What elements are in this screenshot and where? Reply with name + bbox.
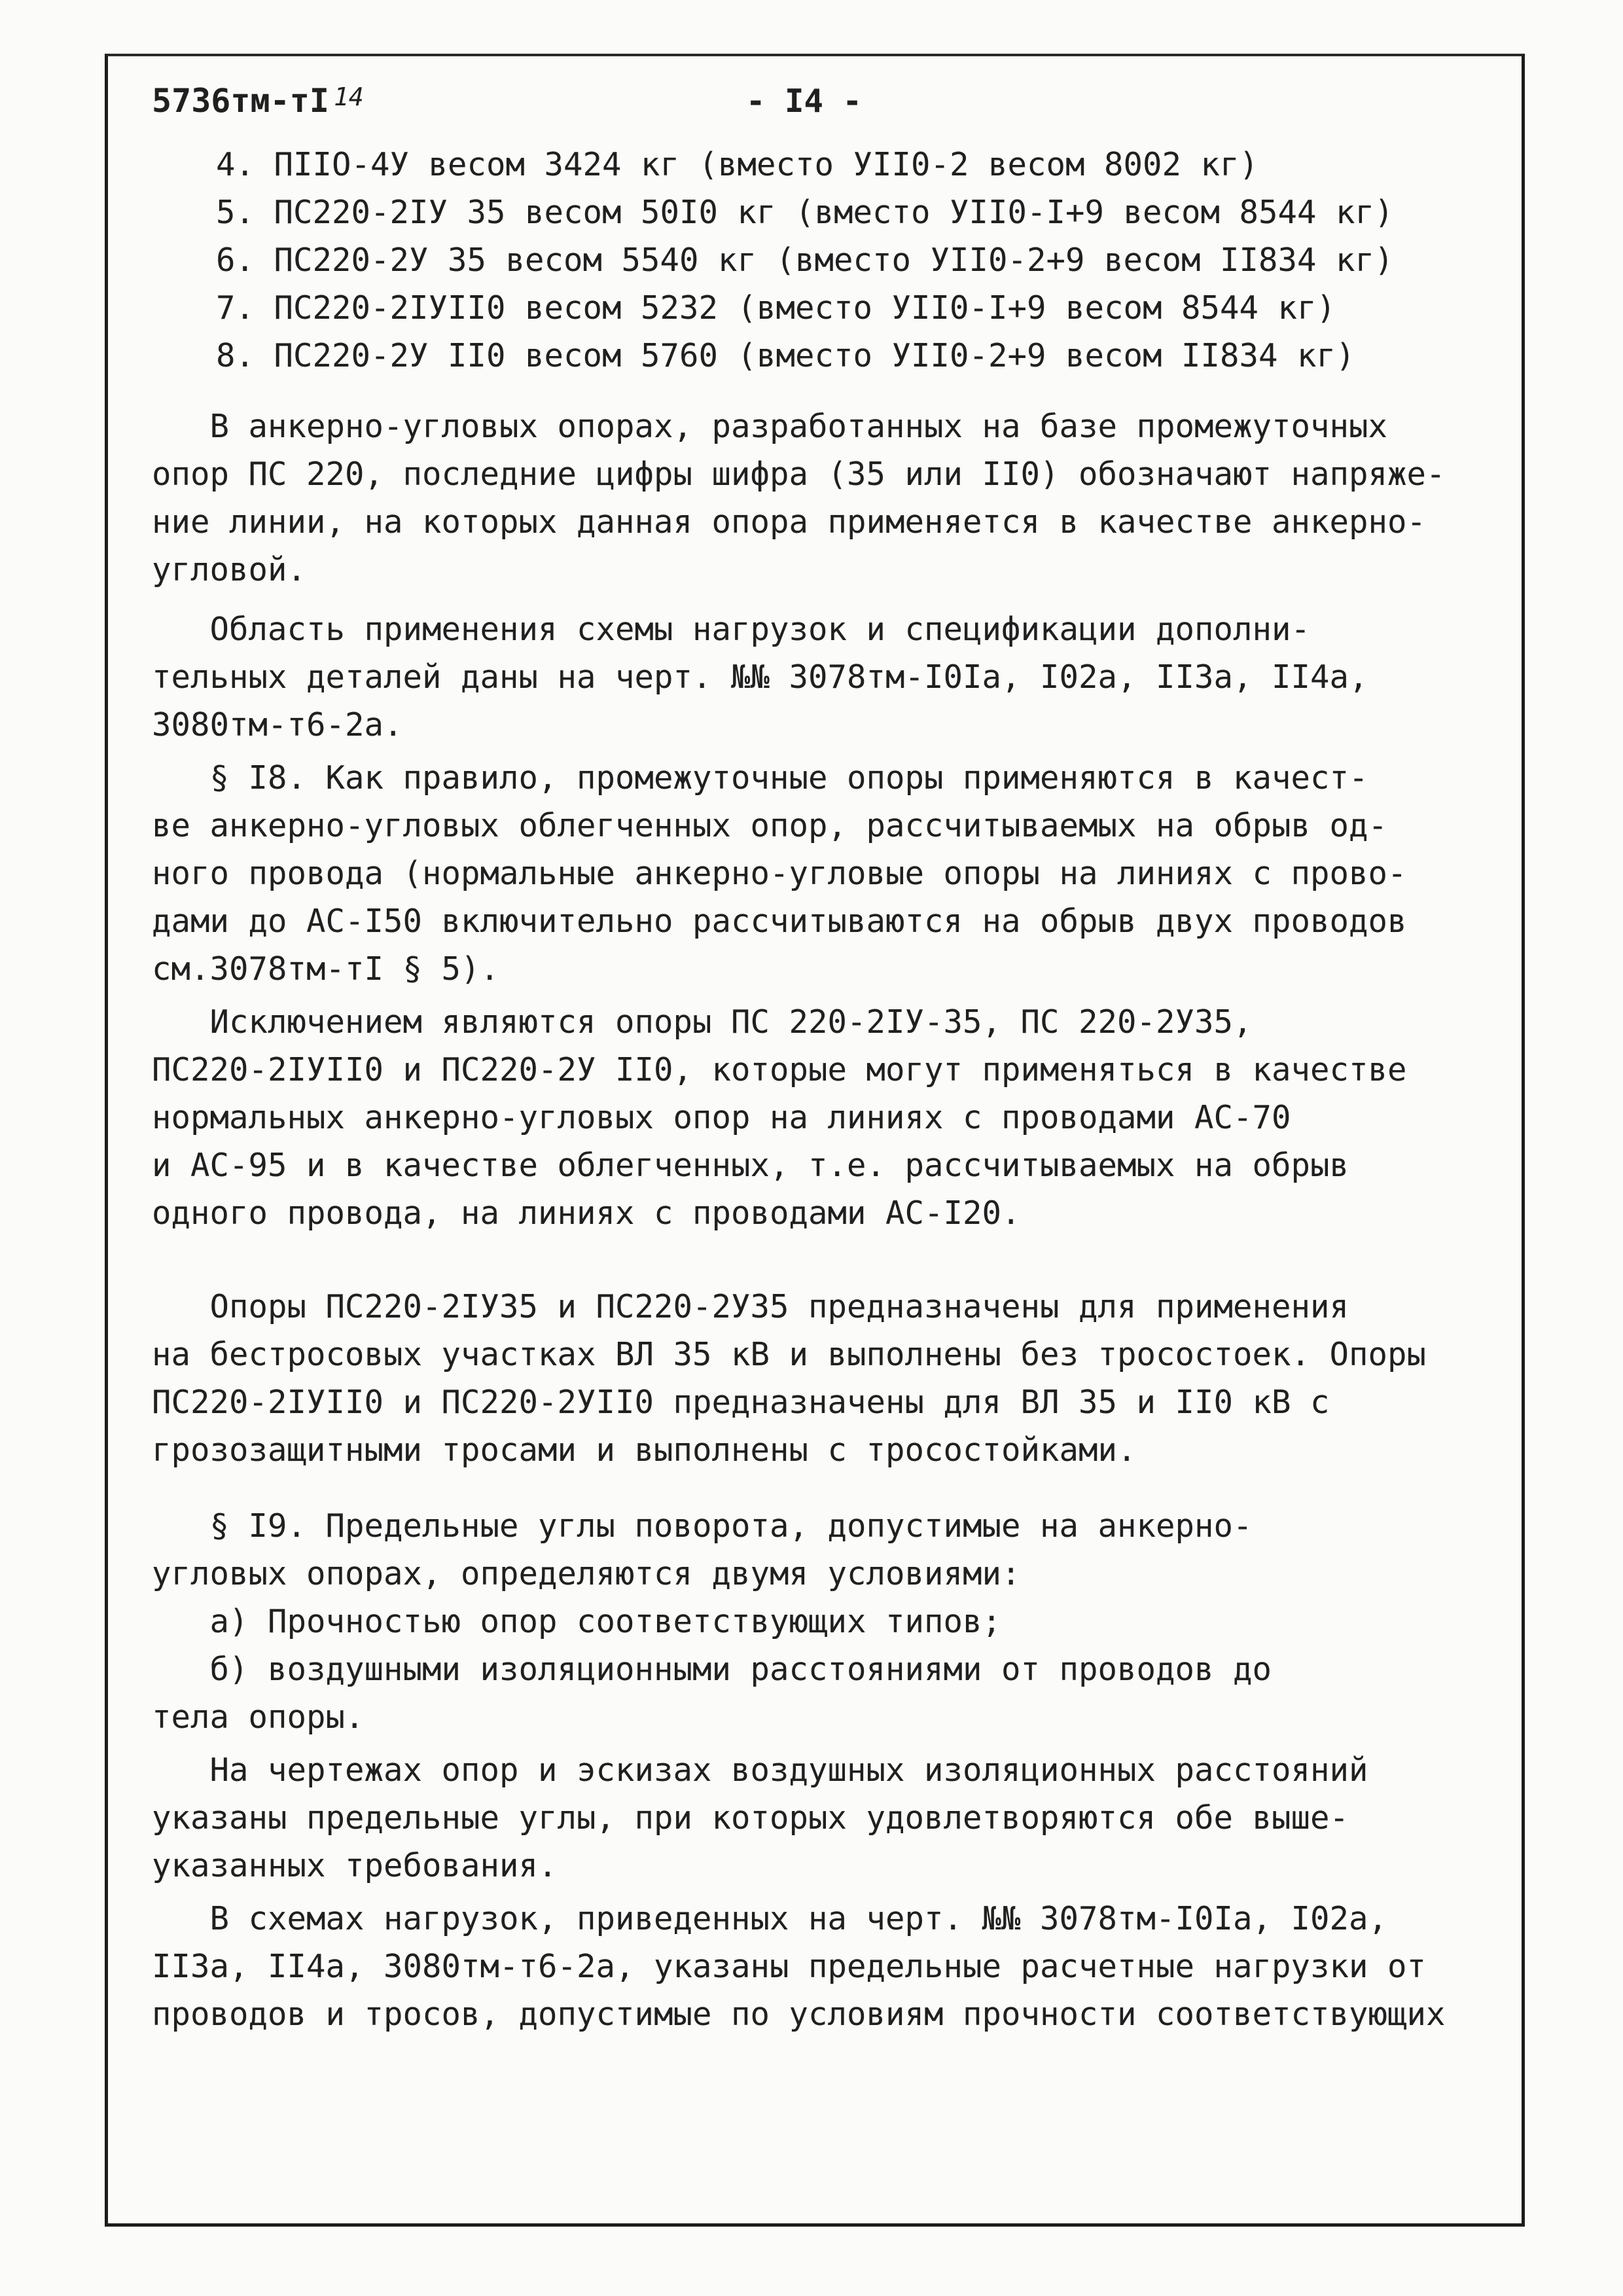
paragraph-line: б) воздушными изоляционными расстояниями от проводов до bbox=[152, 1651, 1272, 1688]
paragraph-line: тела опоры. bbox=[152, 1698, 365, 1736]
list-item: 5. ПС220-2IУ 35 весом 50I0 кг (вместо УII0-I+9 весом 8544 кг) bbox=[216, 194, 1394, 231]
paragraph-line: Опоры ПС220-2IУ35 и ПС220-2У35 предназначены для применения bbox=[152, 1288, 1349, 1325]
paragraph-line: нормальных анкерно-угловых опор на линиях с проводами АС-70 bbox=[152, 1099, 1291, 1136]
paragraph-line: ного провода (нормальные анкерно-угловые опоры на линиях с прово- bbox=[152, 855, 1407, 892]
paragraph-line: опор ПС 220, последние цифры шифра (35 или II0) обозначают напряже- bbox=[152, 456, 1446, 493]
list-item: 6. ПС220-2У 35 весом 5540 кг (вместо УII0-2+9 весом II834 кг) bbox=[216, 242, 1394, 279]
paragraph-line: ПС220-2IУII0 и ПС220-2У II0, которые могут применяться в качестве bbox=[152, 1051, 1407, 1088]
paragraph-line: угловых опорах, определяются двумя условиями: bbox=[152, 1555, 1021, 1592]
paragraph-line: угловой. bbox=[152, 551, 307, 588]
paragraph-line: тельных деталей даны на черт. №№ 3078тм-I0Iа, I02а, II3а, II4а, bbox=[152, 658, 1368, 696]
paragraph-line: проводов и тросов, допустимые по условиям прочности соответствующих bbox=[152, 1996, 1446, 2033]
paragraph-line: дами до АС-I50 включительно рассчитываются на обрыв двух проводов bbox=[152, 903, 1407, 940]
document-id-handwritten-note: 14 bbox=[334, 82, 364, 111]
paragraph-line: на бестросовых участках ВЛ 35 кВ и выполнены без тросостоек. Опоры bbox=[152, 1336, 1427, 1373]
paragraph-line: указаны предельные углы, при которых удовлетворяются обе выше- bbox=[152, 1799, 1349, 1837]
paragraph-line: и АС-95 и в качестве облегченных, т.е. рассчитываемых на обрыв bbox=[152, 1147, 1349, 1184]
page-number: - I4 - bbox=[746, 82, 863, 120]
list-item: 4. ПIIО-4У весом 3424 кг (вместо УII0-2 весом 8002 кг) bbox=[216, 146, 1259, 183]
paragraph-line: одного провода, на линиях с проводами АС-I20. bbox=[152, 1194, 1021, 1232]
paragraph-line: ве анкерно-угловых облегченных опор, рассчитываемых на обрыв од- bbox=[152, 807, 1388, 844]
paragraph-line: § I8. Как правило, промежуточные опоры применяются в качест- bbox=[152, 759, 1368, 797]
paragraph-line: ние линии, на которых данная опора применяется в качестве анкерно- bbox=[152, 503, 1427, 541]
paragraph-line: ПС220-2IУII0 и ПС220-2УII0 предназначены для ВЛ 35 и II0 кВ с bbox=[152, 1384, 1330, 1421]
paragraph-line: Область применения схемы нагрузок и спецификации дополни- bbox=[152, 611, 1311, 648]
paragraph-line: В схемах нагрузок, приведенных на черт. №№ 3078тм-I0Iа, I02а, bbox=[152, 1900, 1388, 1937]
paragraph-line: 3080тм-т6-2а. bbox=[152, 706, 403, 744]
paragraph-line: II3а, II4а, 3080тм-т6-2а, указаны предельные расчетные нагрузки от bbox=[152, 1948, 1427, 1985]
paragraph-line: § I9. Предельные углы поворота, допустимые на анкерно- bbox=[152, 1507, 1253, 1545]
paragraph-line: см.3078тм-тI § 5). bbox=[152, 950, 500, 988]
list-item: 8. ПС220-2У II0 весом 5760 (вместо УII0-2+9 весом II834 кг) bbox=[216, 337, 1355, 374]
paragraph-line: На чертежах опор и эскизах воздушных изоляционных расстояний bbox=[152, 1751, 1368, 1789]
paragraph-line: указанных требования. bbox=[152, 1847, 558, 1884]
paragraph-line: Исключением являются опоры ПС 220-2IУ-35, ПС 220-2У35, bbox=[152, 1003, 1253, 1041]
document-id: 5736тм-тI bbox=[152, 82, 329, 120]
paragraph-line: В анкерно-угловых опорах, разработанных на базе промежуточных bbox=[152, 408, 1388, 445]
paragraph-line: грозозащитными тросами и выполнены с тросостойками. bbox=[152, 1431, 1137, 1469]
list-item: 7. ПС220-2IУII0 весом 5232 (вместо УII0-I+9 весом 8544 кг) bbox=[216, 289, 1336, 327]
paragraph-line: а) Прочностью опор соответствующих типов; bbox=[152, 1603, 1002, 1640]
